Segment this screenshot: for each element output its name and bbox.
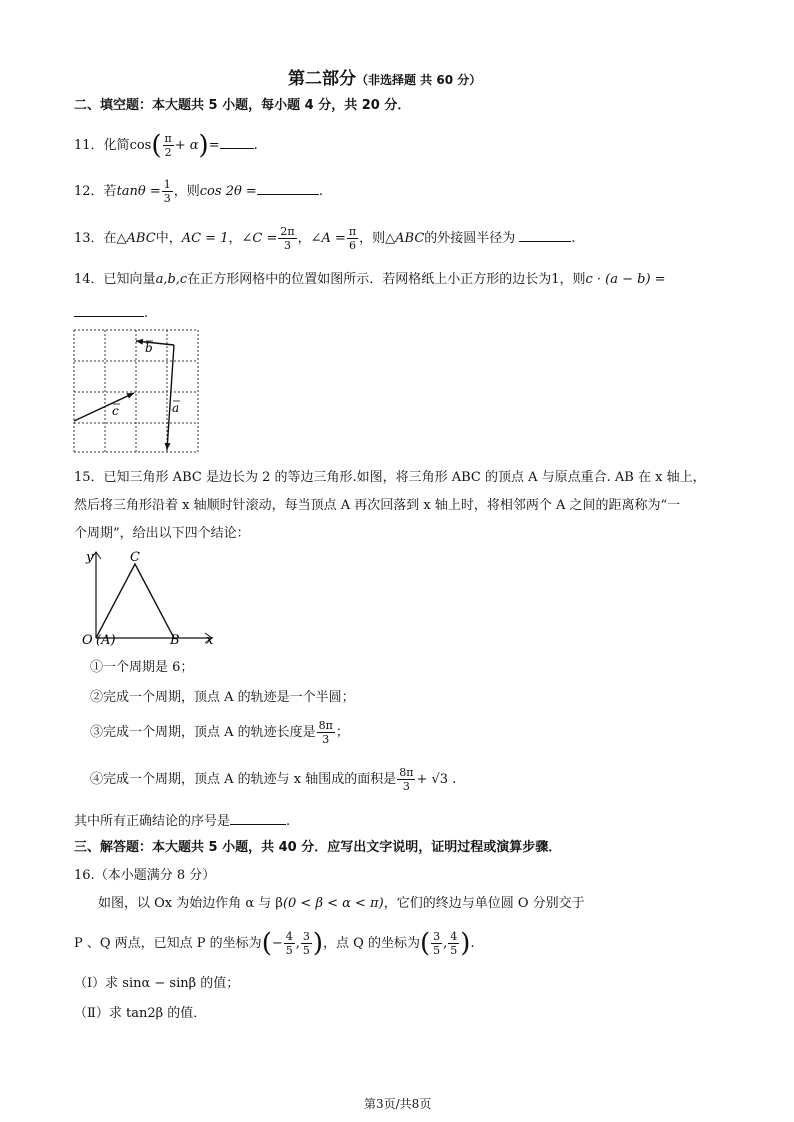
q15-ask-end: .	[286, 814, 291, 829]
q16-condition: (0 < β < α < π)	[282, 896, 384, 911]
q14-number: 14．	[74, 272, 104, 287]
label-b-vertex: B	[170, 633, 180, 648]
q11-paren-open: (	[151, 130, 162, 161]
q14-vectors: a,b,c	[155, 272, 188, 287]
triangle-figure	[78, 544, 223, 648]
label-c: c	[112, 404, 119, 418]
q15-answer-blank[interactable]	[230, 812, 286, 825]
q15-line1: 已知三角形 ABC 是边长为 2 的等边三角形.如图，将三角形 ABC 的顶点 A 与原点重合. AB 在 x 轴上，	[103, 470, 706, 485]
label-b: b	[145, 341, 153, 355]
q16-p-sign: −	[271, 936, 283, 951]
q15-conclusion-1: ①一个周期是 6；	[90, 660, 194, 675]
q13-answer-blank[interactable]	[519, 229, 571, 242]
q11-alpha: + α	[174, 138, 199, 153]
q16-end: .	[470, 936, 475, 951]
q13-angle-c: ∠C =	[241, 231, 278, 246]
grid-lines	[74, 330, 198, 452]
q11-end: .	[253, 138, 258, 153]
q14-part3: ，则	[559, 272, 586, 287]
q14-answer-blank[interactable]	[74, 304, 144, 317]
label-c-vertex: C	[130, 550, 140, 565]
q15-conclusion-3	[90, 716, 349, 750]
q16-line1-text: 如图，以 Ox 为始边作角 α 与 β	[98, 896, 283, 911]
label-x: x	[206, 633, 214, 648]
page-number: 第3页/共8页	[364, 1097, 432, 1111]
label-o: O	[82, 633, 93, 648]
q13-part1: 在△	[103, 231, 127, 246]
q12-number: 12．	[74, 184, 104, 199]
triangle-abc	[96, 564, 174, 638]
question-15-line1	[74, 470, 706, 486]
q16-p-paren-close: )	[312, 928, 324, 959]
q11-answer-blank[interactable]	[220, 136, 254, 149]
title-subtitle: （非选择题 共 60 分）	[356, 73, 482, 87]
q16-line2-text: P 、Q 两点，已知点 P 的坐标为	[74, 936, 262, 951]
question-16-header	[74, 868, 215, 884]
q16-q-paren-open: (	[419, 928, 431, 959]
q11-number: 11．	[74, 138, 104, 153]
q12-lhs: tanθ =	[116, 184, 161, 199]
q16-score: （本小题满分 8 分）	[94, 868, 216, 883]
q16-line2: P 、Q 两点，已知点 P 的坐标为(− $\frac{4}{5}$ , $\frac{3}{5}$ )，点 Q 的坐标为( $\frac{3}{5}$ , $\frac{4}{5}$ ).	[74, 928, 475, 959]
q16-q-paren-close: )	[460, 928, 471, 959]
q16-line2-rest: ，点 Q 的坐标为	[323, 936, 420, 951]
q13-ac: AC = 1	[181, 231, 229, 246]
q14-part2: 在正方形网格中的位置如图所示．若网格纸上小正方形的边长为	[187, 272, 552, 287]
q16-part-1: （Ⅰ）求 sinα − sinβ 的值；	[74, 976, 240, 991]
q12-end: .	[318, 184, 323, 199]
q15-ask	[74, 812, 290, 830]
q12-text: 若	[103, 184, 117, 199]
q13-end: .	[571, 231, 576, 246]
q11-func: cos	[129, 138, 152, 153]
question-11	[74, 128, 258, 164]
question-12	[74, 175, 323, 209]
q15-c3-fraction: $\frac{8\pi}{3}$	[318, 719, 333, 746]
q12-fraction: $\frac{1}{3}$	[163, 178, 171, 205]
section-3-heading: 三、解答题：本大题共 5 小题，共 40 分．应写出文字说明，证明过程或演算步骤．	[74, 840, 562, 855]
q11-paren-close: )	[198, 130, 209, 161]
q14-one: 1	[551, 272, 560, 287]
question-15-line2: 然后将三角形沿着 x 轴顺时针滚动，每当顶点 A 再次回落到 x 轴上时，将相邻两个 A 之间的距离称为“一	[74, 498, 681, 513]
q15-c4-text: ④完成一个周期，顶点 A 的轨迹与 x 轴围成的面积是	[90, 772, 397, 787]
q12-rhs: cos 2θ =	[199, 184, 257, 199]
label-a: a	[172, 401, 180, 415]
q15-c4-end: + √3 .	[416, 772, 457, 787]
q13-tri: ABC	[126, 231, 156, 246]
q15-conclusion-2: ②完成一个周期，顶点 A 的轨迹是一个半圆；	[90, 690, 355, 705]
question-14	[74, 272, 666, 288]
page-title	[288, 64, 481, 89]
q15-conclusion-4	[90, 763, 456, 797]
q11-text: 化简	[103, 138, 130, 153]
q15-c3-text: ③完成一个周期，顶点 A 的轨迹长度是	[90, 725, 316, 740]
q16-p-x: $\frac{4}{5}$	[285, 930, 293, 957]
q15-c4-fraction: $\frac{8\pi}{3}$	[399, 766, 414, 793]
q16-q-x: $\frac{3}{5}$	[433, 930, 441, 957]
q14-answer-line	[74, 304, 148, 322]
question-13	[74, 222, 575, 256]
vector-c-arrow	[74, 393, 134, 421]
q16-line1	[98, 896, 585, 912]
q16-number: 16.	[74, 868, 95, 883]
q16-p-paren-open: (	[261, 928, 272, 959]
q13-sep1: ，	[228, 231, 242, 246]
q13-sep2: ，	[297, 231, 311, 246]
q16-p-y: $\frac{3}{5}$	[302, 930, 310, 957]
label-a-origin: (A)	[96, 633, 116, 648]
section-2-heading: 二、填空题：本大题共 5 小题，每小题 4 分，共 20 分．	[74, 98, 411, 113]
vector-grid-figure	[72, 328, 202, 454]
vector-b-arrow	[136, 341, 174, 345]
q13-part3: ，则△	[359, 231, 396, 246]
q16-q-y: $\frac{4}{5}$	[450, 930, 458, 957]
q14-part1: 已知向量	[103, 272, 156, 287]
q16-part-2: （Ⅱ）求 tan2β 的值．	[74, 1006, 207, 1021]
q13-frac-a: $\frac{\pi}{6}$	[348, 225, 357, 252]
q13-part4: 的外接圆半径为	[424, 231, 516, 246]
q13-angle-a: ∠A =	[310, 231, 346, 246]
q13-part2: 中，	[155, 231, 182, 246]
q15-ask-text: 其中所有正确结论的序号是	[74, 814, 231, 829]
q11-fraction: $\frac{\pi}{2}$	[164, 132, 172, 159]
label-y: y	[86, 550, 94, 565]
q14-end: .	[144, 306, 149, 321]
title-main: 第二部分	[288, 69, 356, 89]
q13-number: 13．	[74, 231, 104, 246]
q12-answer-blank[interactable]	[257, 182, 319, 195]
q13-tri2: ABC	[395, 231, 425, 246]
q12-mid: ，则	[173, 184, 200, 199]
q16-line1-rest: ，它们的终边与单位圆 O 分别交于	[383, 896, 585, 911]
q14-expression: c · (a − b) =	[585, 272, 666, 287]
q11-equals: =	[208, 138, 220, 153]
question-15-line3: 个周期”，给出以下四个结论：	[74, 526, 250, 541]
q15-number: 15．	[74, 470, 104, 485]
q13-frac-c: $\frac{2\pi}{3}$	[280, 225, 295, 252]
q15-c3-end: ；	[335, 725, 349, 740]
